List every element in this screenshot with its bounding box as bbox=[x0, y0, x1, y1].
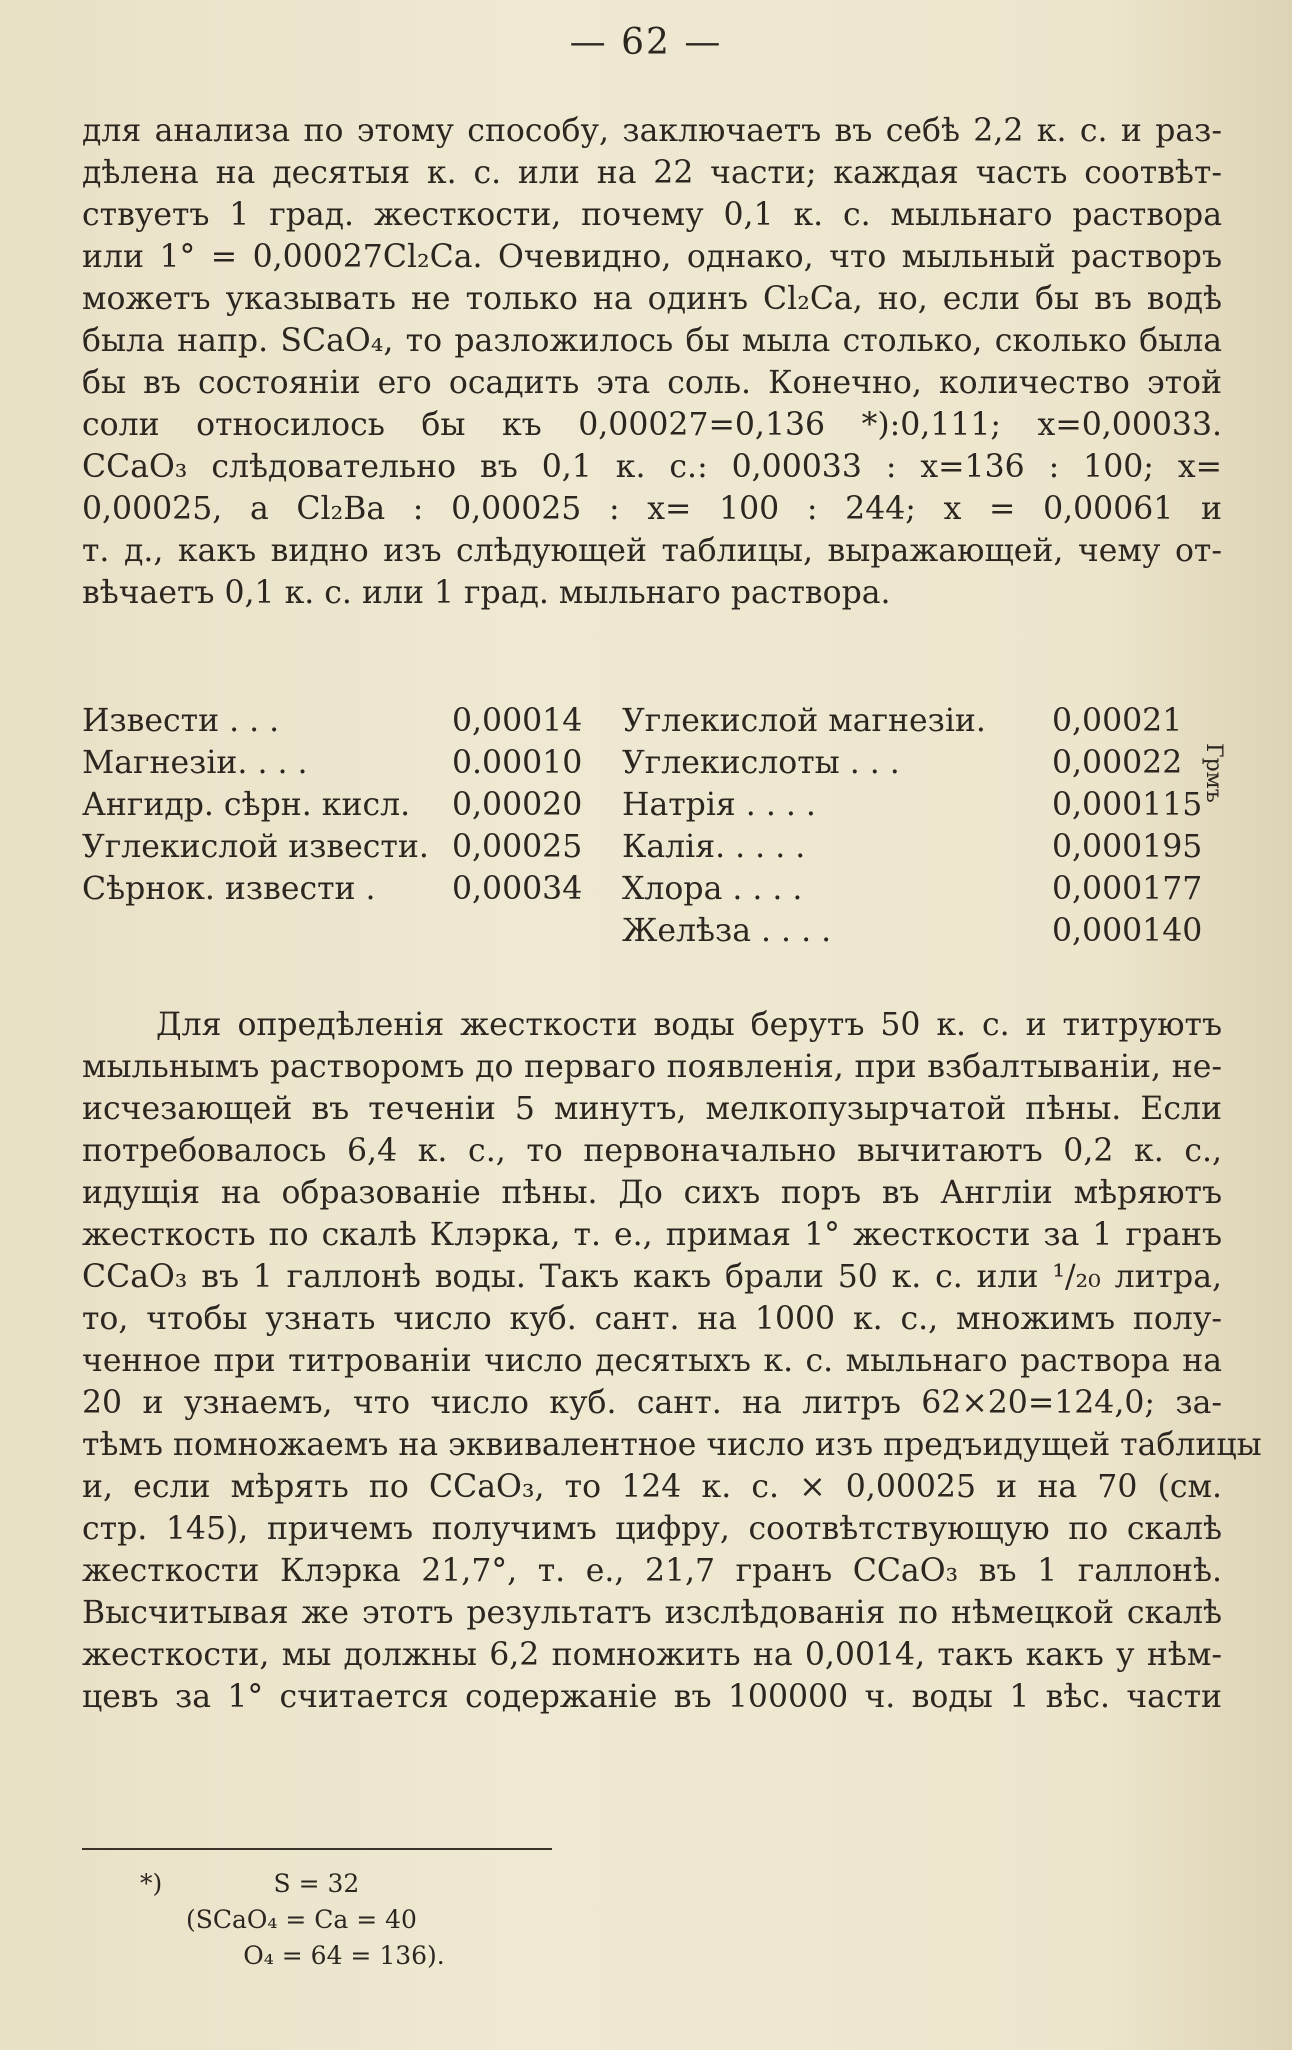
table-row bbox=[82, 742, 1212, 784]
text-line: цевъ за 1° считается содержанiе въ 100000 ч. воды 1 вѣс. части bbox=[82, 1679, 1222, 1715]
table-cell: 0,00022 bbox=[1052, 745, 1183, 781]
text-line: идущiя на образованiе пѣны. До сихъ поръ въ Англiи мѣряютъ bbox=[82, 1175, 1222, 1211]
text-line: Высчитывая же этотъ результатъ изслѣдованiя по нѣмецкой скалѣ bbox=[82, 1595, 1222, 1631]
table-cell: Сѣрнок. извести . bbox=[82, 871, 376, 907]
table-cell: 0,000115 bbox=[1052, 787, 1203, 823]
table-cell bbox=[82, 910, 452, 952]
footnote-line: (SCaO₄ = Ca = 40 bbox=[186, 1905, 417, 1934]
table-row bbox=[82, 910, 1212, 952]
text-line: дѣлена на десятыя к. с. или на 22 части; каждая часть соотвѣт- bbox=[82, 155, 1222, 191]
table-cell: 0,00020 bbox=[452, 787, 583, 823]
table-row bbox=[82, 700, 1212, 742]
text-line: жесткости Клэрка 21,7°, т. е., 21,7 гранъ CCaO₃ въ 1 галлонѣ. bbox=[82, 1553, 1222, 1589]
table-row bbox=[82, 826, 1212, 868]
table-row bbox=[82, 868, 1212, 910]
table-cell: Углекислой извести. bbox=[82, 829, 429, 865]
table-cell: 0,00021 bbox=[1052, 703, 1183, 739]
text-line: исчезающей въ теченiи 5 минутъ, мелкопузырчатой пѣны. Если bbox=[82, 1091, 1222, 1127]
text-line: и, если мѣрять по CCaO₃, то 124 к. с. × 0,00025 и на 70 (см. bbox=[82, 1469, 1222, 1505]
footnote-divider bbox=[82, 1848, 552, 1850]
paragraph-2 bbox=[82, 1004, 1262, 1718]
table-cell: 0,000177 bbox=[1052, 871, 1203, 907]
table-cell: 0,000195 bbox=[1052, 829, 1203, 865]
text-line: CCaO₃ слѣдовательно въ 0,1 к. с.: 0,00033 : x=136 : 100; x= bbox=[82, 449, 1222, 485]
table-cell: Извести . . . bbox=[82, 703, 280, 739]
table-row bbox=[82, 784, 1212, 826]
table-cell: 0,000140 bbox=[1052, 913, 1203, 949]
text-line: 0,00025, а Cl₂Ba : 0,00025 : x= 100 : 244; x = 0,00061 и bbox=[82, 491, 1222, 527]
footnote-line: O₄ = 64 = 136). bbox=[140, 1941, 445, 1970]
text-line: была напр. SCaO₄, то разложилось бы мыла столько, сколько была bbox=[82, 323, 1222, 359]
text-line: жесткости, мы должны 6,2 помножить на 0,0014, такъ какъ у нѣм- bbox=[82, 1637, 1222, 1673]
text-line: тѣмъ помножаемъ на эквивалентное число изъ предъидущей таблицы bbox=[82, 1427, 1262, 1463]
equivalents-table bbox=[82, 700, 1212, 952]
text-line: потребовалось 6,4 к. с., то первоначально вычитаютъ 0,2 к. с., bbox=[82, 1133, 1222, 1169]
footnote-line: *) S = 32 bbox=[140, 1869, 360, 1898]
table-cell: 0,00025 bbox=[452, 829, 583, 865]
paragraph-1 bbox=[82, 110, 1222, 614]
text-line: 20 и узнаемъ, что число куб. сант. на литръ 62×20=124,0; за- bbox=[82, 1385, 1222, 1421]
text-line: ствуетъ 1 град. жесткости, почему 0,1 к. с. мыльнаго раствора bbox=[82, 197, 1222, 233]
text-line: можетъ указывать не только на одинъ Cl₂Ca, но, если бы въ водѣ bbox=[82, 281, 1222, 317]
table-cell: Хлора . . . . bbox=[622, 871, 803, 907]
table-cell: Калiя. . . . . bbox=[622, 829, 806, 865]
text-line: для анализа по этому способу, заключаетъ въ себѣ 2,2 к. с. и раз- bbox=[82, 113, 1222, 149]
text-line: вѣчаетъ 0,1 к. с. или 1 град. мыльнаго раствора. bbox=[82, 575, 891, 611]
text-line: т. д., какъ видно изъ слѣдующей таблицы, выражающей, чему от- bbox=[82, 533, 1222, 569]
table-cell: Углекислоты . . . bbox=[622, 745, 900, 781]
table-cell bbox=[452, 910, 622, 952]
table-cell: Натрiя . . . . bbox=[622, 787, 816, 823]
table-cell: 0,00034 bbox=[452, 871, 583, 907]
text-line: то, чтобы узнать число куб. сант. на 1000 к. с., множимъ полу- bbox=[82, 1301, 1222, 1337]
text-line: ченное при титрованiи число десятыхъ к. с. мыльнаго раствора на bbox=[82, 1343, 1222, 1379]
table-cell: Магнезiи. . . . bbox=[82, 745, 308, 781]
text-line: мыльнымъ растворомъ до перваго появленiя, при взбалтыванiи, не- bbox=[82, 1049, 1222, 1085]
text-line: Для опредѣленiя жесткости воды берутъ 50 к. с. и титруютъ bbox=[156, 1007, 1222, 1043]
text-line: CCaO₃ въ 1 галлонѣ воды. Такъ какъ брали 50 к. с. или ¹/₂₀ литра, bbox=[82, 1259, 1222, 1295]
text-line: бы въ состоянiи его осадить эта соль. Конечно, количество этой bbox=[82, 365, 1222, 401]
table-cell: Углекислой магнезiи. bbox=[622, 703, 986, 739]
table-cell: Ангидр. сѣрн. кисл. bbox=[82, 787, 411, 823]
text-line: соли относилось бы къ 0,00027=0,136 *):0,111; x=0,00033. bbox=[82, 407, 1222, 443]
table-cell: 0.00010 bbox=[452, 745, 583, 781]
text-line: стр. 145), причемъ получимъ цифру, соотвѣтствующую по скалѣ bbox=[82, 1511, 1222, 1547]
text-line: или 1° = 0,00027Cl₂Ca. Очевидно, однако, что мыльный растворъ bbox=[82, 239, 1222, 275]
side-note-grams: Грмъ bbox=[1201, 743, 1226, 803]
table-cell: Желѣза . . . . bbox=[622, 913, 832, 949]
table-cell: 0,00014 bbox=[452, 703, 583, 739]
page-number: — 62 — bbox=[569, 22, 723, 63]
footnote bbox=[140, 1866, 445, 1974]
text-line: жесткость по скалѣ Клэрка, т. е., примая 1° жесткости за 1 гранъ bbox=[82, 1217, 1222, 1253]
